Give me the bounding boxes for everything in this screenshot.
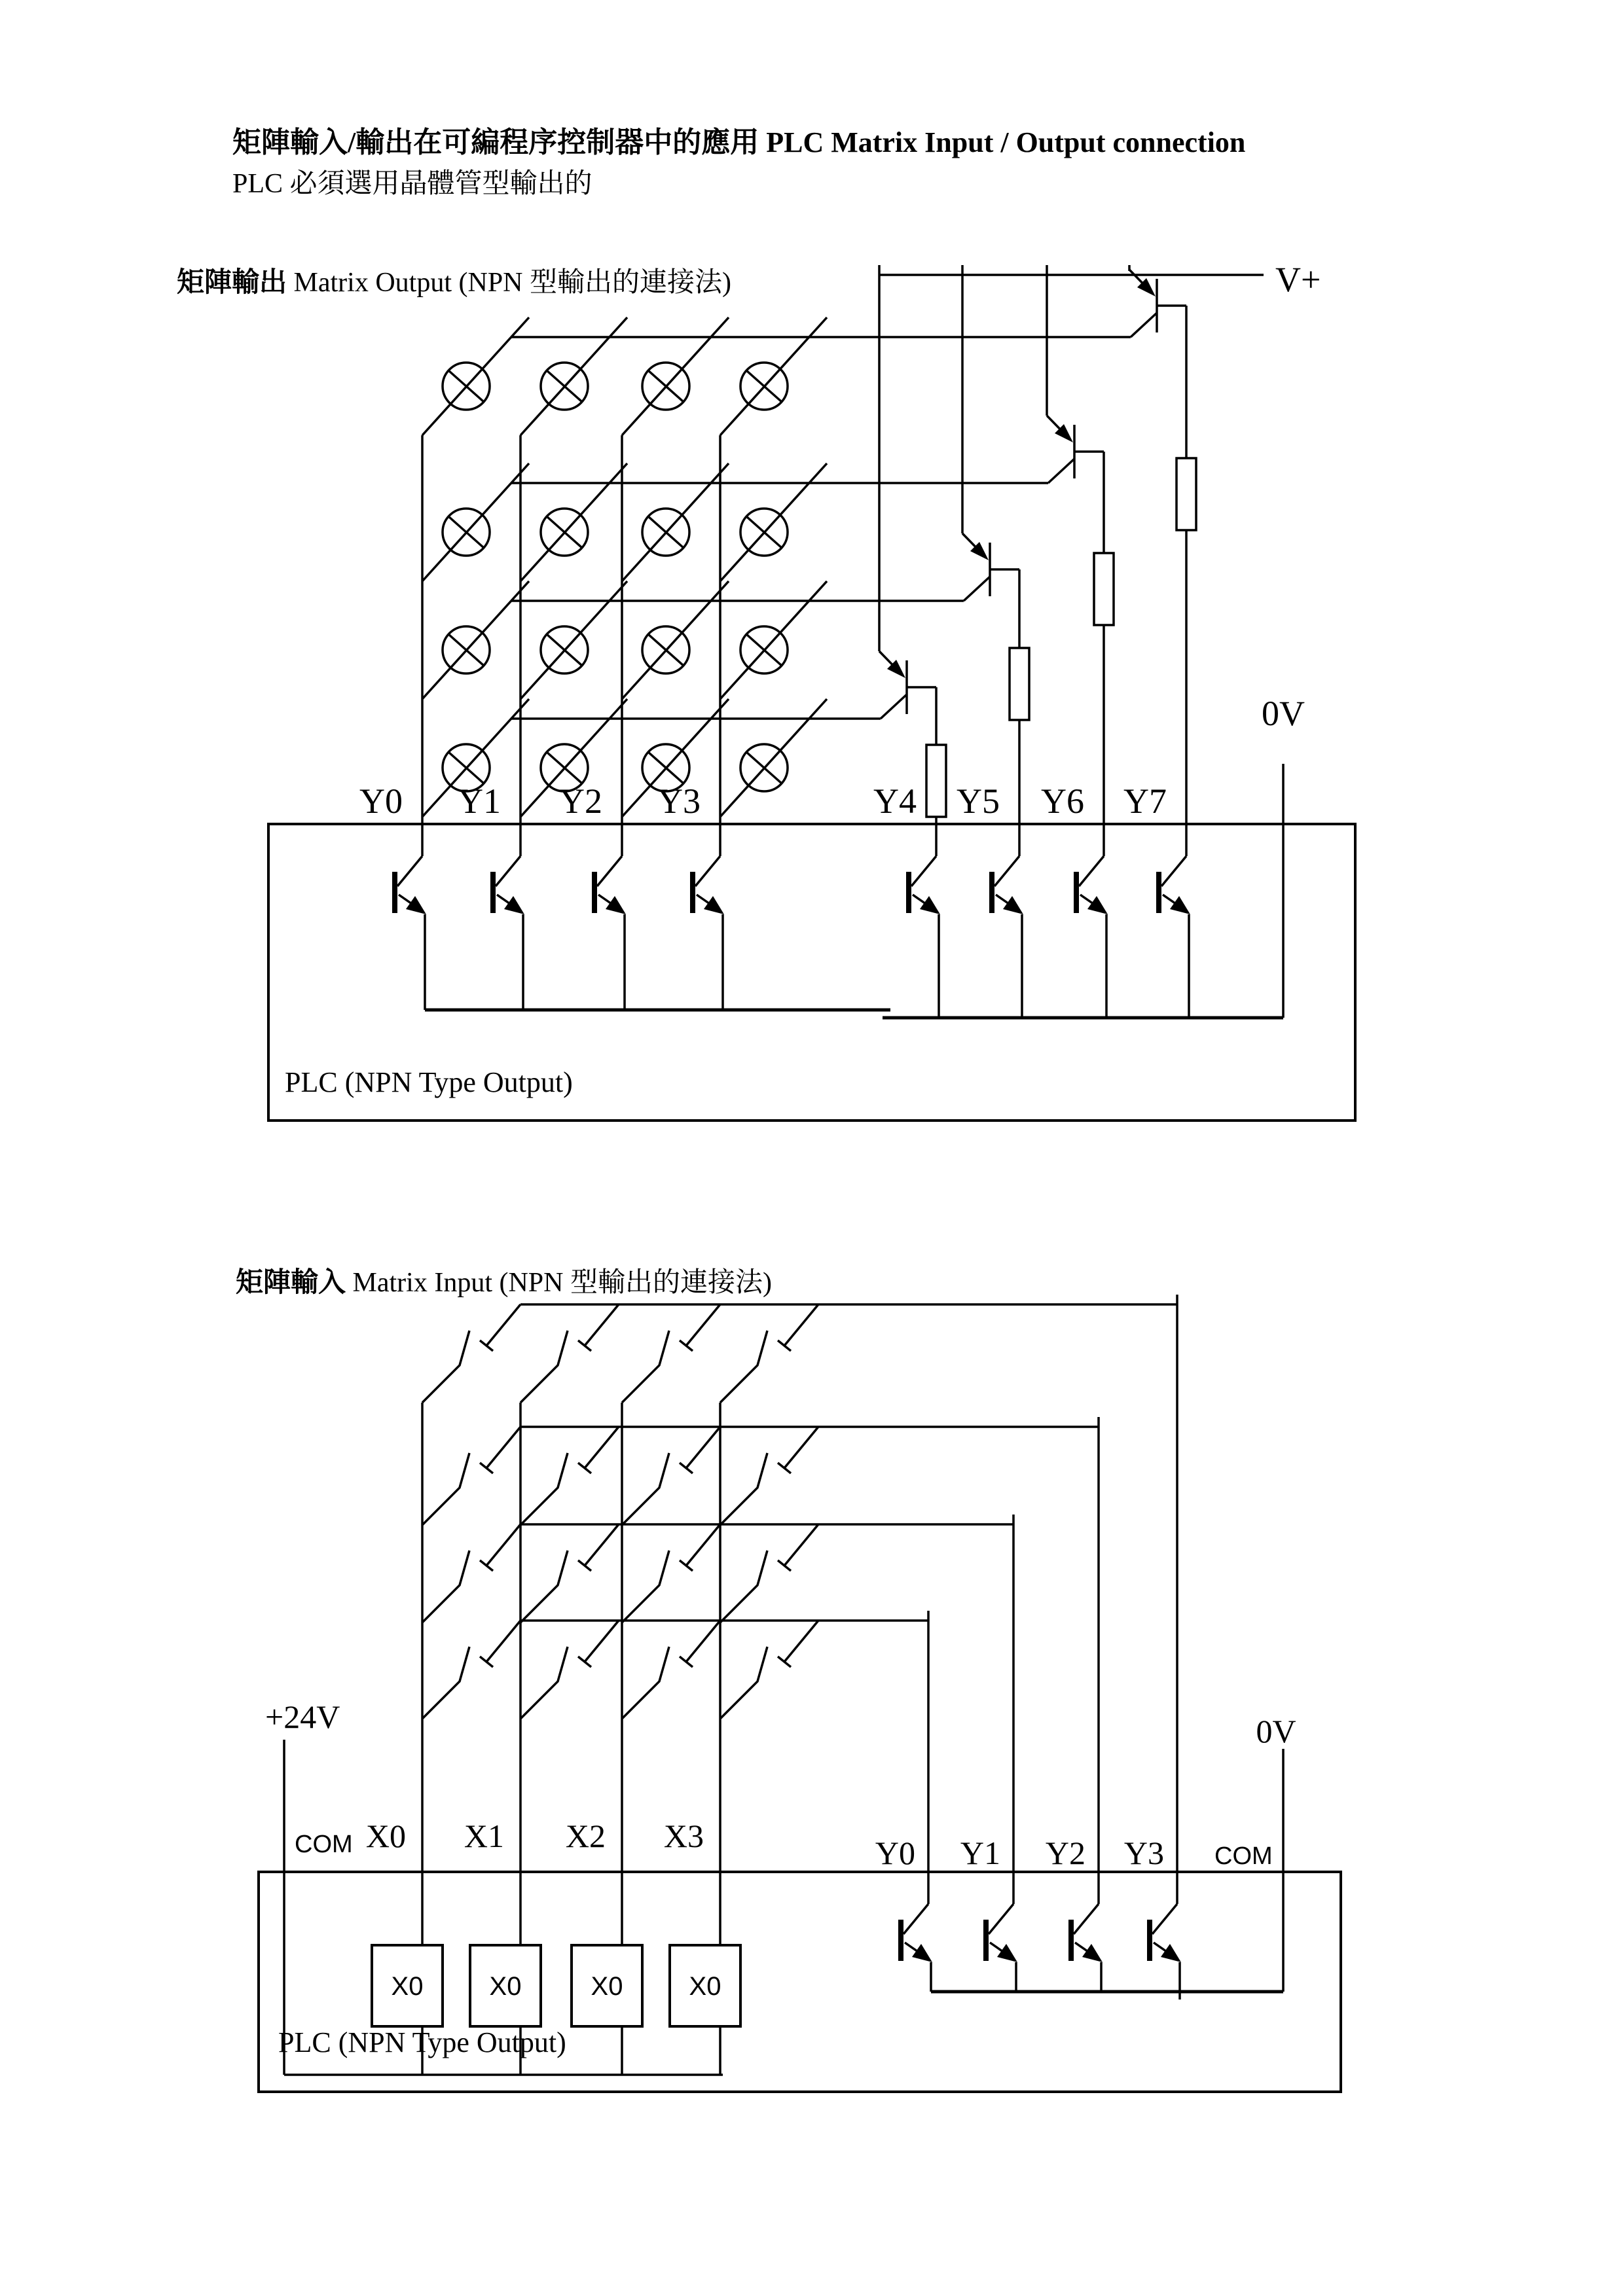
npn-transistor-icon (909, 824, 940, 914)
switch-icon (720, 1304, 818, 1403)
switch-icon (720, 1621, 818, 1719)
switch-icon (622, 1427, 720, 1525)
matrix-input-diagram (236, 1267, 1341, 2092)
resistor-icon (1010, 648, 1029, 720)
pnp-transistor-icon (1129, 270, 1186, 337)
pnp-transistor-icon (879, 651, 936, 719)
switch-icon (720, 1524, 818, 1623)
lamp-icon (622, 317, 729, 435)
page-subtitle: PLC 必須選用晶體管型輸出的 (232, 169, 593, 199)
y-terminal-label: Y5 (957, 781, 1000, 821)
npn-transistor-icon (493, 824, 524, 914)
lamp-icon (720, 317, 827, 435)
lamp-icon (720, 581, 827, 699)
y-terminal-label: Y0 (875, 1835, 915, 1871)
lamp-icon (622, 581, 729, 699)
npn-transistor-icon (594, 824, 626, 914)
switch-icon (422, 1621, 520, 1719)
zero-volt-label-output: 0V (1262, 694, 1305, 733)
npn-transistor-icon (992, 824, 1023, 914)
lamp-icon (720, 699, 827, 817)
switch-matrix (422, 1304, 818, 1719)
y-terminal-label: Y1 (960, 1835, 1000, 1871)
switch-icon (422, 1524, 520, 1623)
plc-input-box-label: PLC (NPN Type Output) (278, 2026, 566, 2058)
switch-icon (422, 1427, 520, 1525)
emitter-drops (931, 1962, 1180, 2000)
com-right-label: COM (1214, 1842, 1273, 1870)
y-terminal-label: Y1 (458, 781, 501, 821)
lamp-icon (520, 581, 627, 699)
npn-transistor-icon (693, 824, 724, 914)
pnp-transistor-icon (1047, 416, 1104, 483)
y-terminal-label: Y6 (1041, 781, 1084, 821)
x-terminal-label: X2 (565, 1818, 606, 1854)
input-circuit-label: X0 (391, 1972, 424, 2001)
input-circuit-label: X0 (689, 1972, 721, 2001)
switch-icon (520, 1621, 619, 1719)
page-title: 矩陣輸入/輸出在可編程序控制器中的應用 PLC Matrix Input / Output connection (232, 126, 1246, 158)
resistor-icon (1176, 458, 1196, 530)
x-terminal-label: X1 (464, 1818, 504, 1854)
switch-matrix-wiring (422, 1295, 1177, 1872)
output-terminal-labels (359, 781, 1167, 821)
input-heading-bold: 矩陣輸入 (236, 1268, 346, 1298)
resistor-icon (1094, 553, 1114, 625)
npn-transistor-icon (1071, 1872, 1103, 1962)
npn-transistor-icon (1076, 824, 1108, 914)
output-heading-bold: 矩陣輸出 (177, 268, 287, 298)
y-terminal-label: Y2 (559, 781, 602, 821)
emitter-drops (425, 914, 1189, 1018)
y-terminal-label: Y7 (1123, 781, 1167, 821)
npn-transistor-icon (1159, 824, 1190, 914)
matrix-output-diagram (177, 260, 1355, 1121)
base-wiring (936, 306, 1186, 824)
row-driver-transistors (879, 265, 1196, 824)
switch-icon (520, 1304, 619, 1403)
zero-volt-label-input: 0V (1256, 1713, 1296, 1749)
y-terminal-label: Y3 (1123, 1835, 1164, 1871)
switch-icon (720, 1427, 818, 1525)
switch-icon (520, 1427, 619, 1525)
input-circuit-label: X0 (591, 1972, 623, 2001)
lamp-icon (622, 463, 729, 581)
plc-input-box (259, 1872, 1341, 2092)
lamp-icon (422, 581, 529, 699)
lamp-icon (520, 317, 627, 435)
y-terminal-label: Y3 (657, 781, 701, 821)
npn-transistor-icon (986, 1872, 1017, 1962)
lamp-matrix (422, 317, 827, 817)
page-header (232, 126, 1245, 199)
input-terminal-labels (366, 1818, 704, 1854)
npn-transistor-icon (901, 1872, 932, 1962)
npn-transistor-icon (1150, 1872, 1181, 1962)
com-left-label: COM (295, 1831, 353, 1858)
lamp-icon (520, 463, 627, 581)
input-circuit-label: X0 (489, 1972, 522, 2001)
switch-icon (622, 1524, 720, 1623)
pnp-transistor-icon (962, 533, 1019, 601)
npn-transistor-icon (395, 824, 426, 914)
output-heading-rest: Matrix Output (NPN 型輸出的連接法) (293, 268, 731, 298)
switch-icon (622, 1621, 720, 1719)
x-terminal-label: X3 (663, 1818, 704, 1854)
y-terminal-label: Y4 (873, 781, 917, 821)
input-y-terminal-labels (875, 1835, 1164, 1871)
y-terminal-label: Y0 (359, 781, 403, 821)
y-terminal-label: Y2 (1045, 1835, 1085, 1871)
x-terminal-label: X0 (365, 1818, 406, 1854)
plus-24v-label: +24V (265, 1698, 340, 1735)
switch-icon (520, 1524, 619, 1623)
emitter-wiring (879, 265, 1129, 651)
lamp-icon (422, 463, 529, 581)
lamp-matrix-wiring (422, 337, 1131, 824)
lamp-icon (720, 463, 827, 581)
lamp-icon (422, 317, 529, 435)
resistor-icon (926, 745, 946, 817)
v-plus-label: V+ (1275, 260, 1321, 299)
output-heading (177, 267, 731, 298)
plc-output-box-label: PLC (NPN Type Output) (285, 1066, 573, 1098)
input-heading-rest: Matrix Input (NPN 型輸出的連接法) (352, 1268, 772, 1298)
plc-output-box (268, 824, 1355, 1121)
switch-icon (422, 1304, 520, 1403)
input-heading (236, 1267, 772, 1298)
switch-icon (622, 1304, 720, 1403)
